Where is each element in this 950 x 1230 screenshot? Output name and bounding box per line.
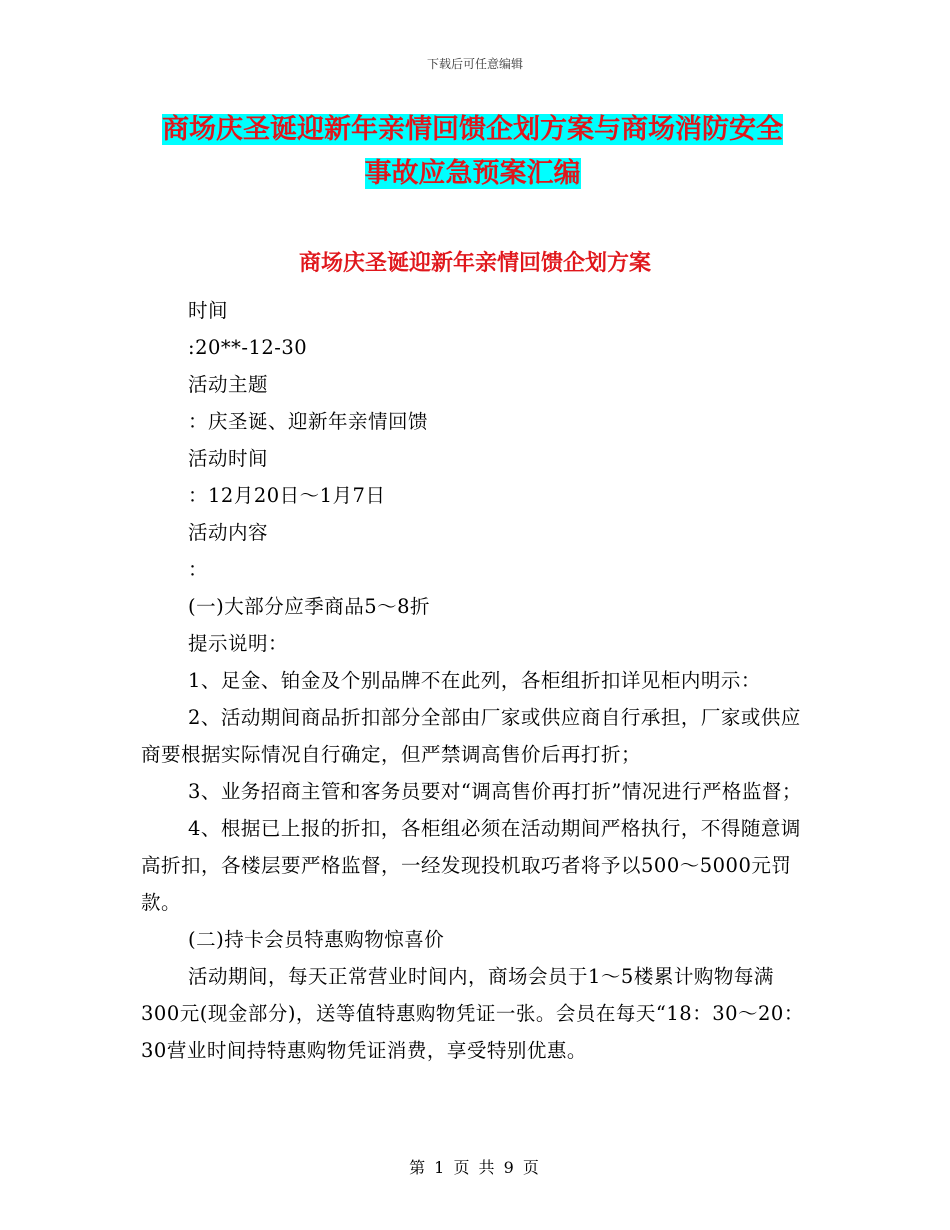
paragraph: 1、足金、铂金及个别品牌不在此列，各柜组折扣详见柜内明示：	[188, 669, 761, 692]
paragraph: 活动内容	[188, 521, 269, 544]
paragraph: 时间	[188, 299, 229, 322]
paragraph: :20**-12-30	[188, 336, 308, 359]
document-body	[141, 292, 806, 1069]
page-footer: 第 1 页 共 9 页	[409, 1158, 541, 1177]
paragraph: 活动期间，每天正常营业时间内，商场会员于1～5楼累计购物每满300元(现金部分)，送等值特惠购物凭证一张。会员在每天“18：30～20：30营业时间持特惠购物凭证消费，享受特别优惠。	[141, 965, 804, 1062]
document-title	[140, 108, 805, 196]
paragraph: ：	[188, 558, 209, 581]
paragraph: 活动时间	[188, 447, 269, 470]
paragraph: 活动主题	[188, 373, 269, 396]
paragraph: 2、活动期间商品折扣部分全部由厂家或供应商自行承担，厂家或供应商要根据实际情况自行确定，但严禁调高售价后再打折；	[141, 706, 801, 766]
title-line-1: 商场庆圣诞迎新年亲情回馈企划方案与商场消防安全	[162, 114, 783, 145]
paragraph: 提示说明：	[188, 632, 289, 655]
title-line-2: 事故应急预案汇编	[364, 158, 581, 189]
paragraph: 4、根据已上报的折扣，各柜组必须在活动期间严格执行，不得随意调高折扣，各楼层要严格监督，一经发现投机取巧者将予以500～5000元罚款。	[141, 817, 801, 914]
paragraph: 3、业务招商主管和客务员要对“调高售价再打折”情况进行严格监督；	[188, 780, 802, 803]
paragraph: (二)持卡会员特惠购物惊喜价	[188, 928, 445, 951]
header-note: 下载后可任意编辑	[426, 57, 523, 71]
paragraph: ：庆圣诞、迎新年亲情回馈	[188, 410, 429, 433]
paragraph: ：12月20日～1月7日	[188, 484, 386, 507]
section-title: 商场庆圣诞迎新年亲情回馈企划方案	[298, 251, 651, 276]
paragraph: (一)大部分应季商品5～8折	[188, 595, 431, 618]
